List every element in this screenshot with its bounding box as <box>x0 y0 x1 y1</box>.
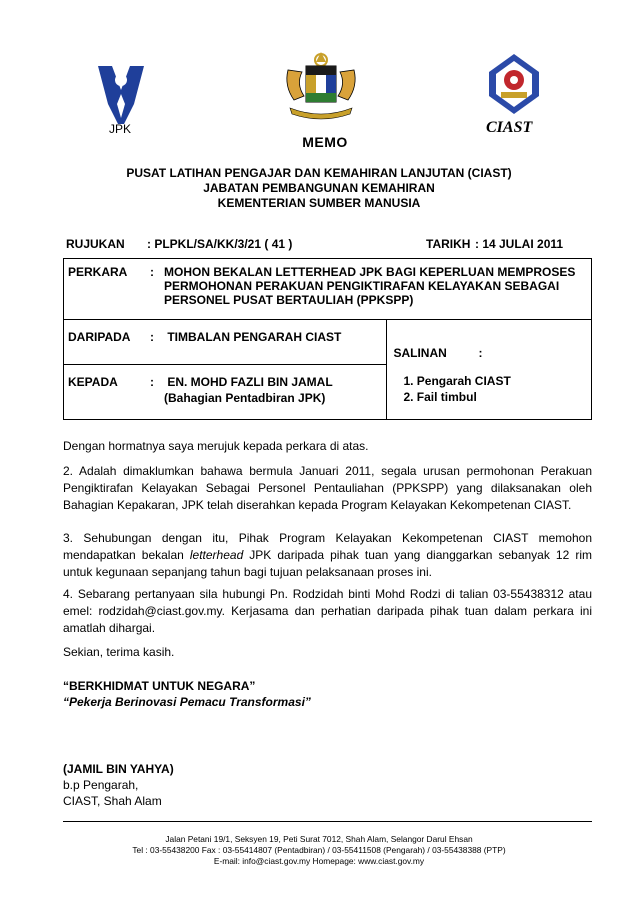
paragraph-3-pre: 3. Sehubungan dengan itu, Pihak Program Kelayakan Kekompetenan CIAST memohon mendapatkan bekalan <box>63 531 592 562</box>
paragraph-3-italic: letterhead <box>189 548 244 562</box>
org-line-2: JABATAN PEMBANGUNAN KEMAHIRAN <box>203 181 435 195</box>
salinan-label: SALINAN <box>393 346 447 360</box>
rujukan-value: : PLPKL/SA/KK/3/21 ( 41 ) <box>147 237 293 251</box>
paragraph-4: 4. Sebarang pertanyaan sila hubungi Pn. Rodzidah binti Mohd Rodzi di talian 03-55438312 atau emel: rodzidah@ciast.gov.my. Kerjasama dan perhatian daripada pihak tuan dalam perkara ini amatlah dihargai. <box>63 587 592 635</box>
footer-address: Jalan Petani 19/1, Seksyen 19, Peti Surat 7012, Shah Alam, Selangor Darul Ehsan <box>165 834 473 844</box>
paragraph-3-post: JPK daripada pihak tuan yang dianggarkan sebanyak 12 rim untuk kegunaan sepanjang tahun bagi tujuan pelaksanaan proses ini. <box>63 548 592 579</box>
tarikh-value: : 14 JULAI 2011 <box>475 237 564 251</box>
footer-phone: Tel : 03-55438200 Fax : 03-55414807 (Pentadbiran) / 03-55411508 (Pengarah) / 03-55438388 (PTP) <box>132 845 506 855</box>
perkara-line-3: PERSONEL PUSAT BERTAULIAH (PPKSPP) <box>164 293 414 307</box>
kepada-line-2: (Bahagian Pentadbiran JPK) <box>164 391 326 405</box>
rujukan-label: RUJUKAN <box>66 237 125 251</box>
greeting: Dengan hormatnya saya merujuk kepada perkara di atas. <box>63 439 369 453</box>
closing: Sekian, terima kasih. <box>63 645 175 659</box>
org-line-3: KEMENTERIAN SUMBER MANUSIA <box>217 196 421 210</box>
daripada-value: TIMBALAN PENGARAH CIAST <box>167 330 342 344</box>
kepada-line-1: EN. MOHD FAZLI BIN JAMAL <box>167 375 333 389</box>
footer-contact: E-mail: info@ciast.gov.my Homepage: www.ciast.gov.my <box>213 856 425 866</box>
salinan-item-2: 2. Fail timbul <box>403 390 477 404</box>
signature-line-3: CIAST, Shah Alam <box>63 794 162 808</box>
paragraph-2: 2. Adalah dimaklumkan bahawa bermula Januari 2011, segala urusan permohonan Perakuan Pengiktirafan Kelayakan Sebagai Personel Pentauliahan (PPKSPP) yang dilaksanakan oleh Bahagian Kepakaran, JPK telah diserahkan kepada Program Kelayakan Kekompetenan CIAST. <box>63 464 592 512</box>
motto-line-1: “BERKHIDMAT UNTUK NEGARA” <box>63 679 256 693</box>
perkara-row: PERKARA : MOHON BEKALAN LETTERHEAD JPK BAGI KEPERLUAN MEMPROSES PERMOHONAN PERAKUAN PENGIKTIRAFAN KELAYAKAN SEBAGAI PERSONEL PUSAT BERTAULIAH (PPKSPP) <box>68 265 576 307</box>
memo-title: MEMO <box>302 134 348 150</box>
paragraph-3 <box>63 530 592 581</box>
salinan-cell: SALINAN : 1. Pengarah CIAST 2. Fail timbul <box>393 346 511 404</box>
perkara-label: PERKARA <box>68 265 128 279</box>
kepada-row: KEPADA : EN. MOHD FAZLI BIN JAMAL (Bahagian Pentadbiran JPK) <box>68 375 333 405</box>
signature-line-2: b.p Pengarah, <box>63 778 139 792</box>
perkara-line-2: PERMOHONAN PERAKUAN PENGIKTIRAFAN KELAYAKAN SEBAGAI <box>164 279 560 293</box>
ciast-label: CIAST <box>486 119 533 136</box>
perkara-line-1: MOHON BEKALAN LETTERHEAD JPK BAGI KEPERLUAN MEMPROSES <box>164 265 576 279</box>
daripada-row: DARIPADA : TIMBALAN PENGARAH CIAST <box>68 330 342 344</box>
signature-name: (JAMIL BIN YAHYA) <box>63 762 174 776</box>
kepada-label: KEPADA <box>68 375 118 389</box>
jpk-logo <box>94 60 148 126</box>
daripada-label: DARIPADA <box>68 330 131 344</box>
jpk-label: JPK <box>109 122 132 136</box>
footer-divider <box>63 821 592 822</box>
ciast-logo <box>487 52 541 116</box>
salinan-item-1: 1. Pengarah CIAST <box>403 374 511 388</box>
org-line-1: PUSAT LATIHAN PENGAJAR DAN KEMAHIRAN LANJUTAN (CIAST) <box>126 166 512 180</box>
tarikh-label: TARIKH <box>426 237 471 251</box>
motto-line-2: “Pekerja Berinovasi Pemacu Transformasi” <box>63 695 311 709</box>
memo-header-table <box>63 258 592 420</box>
malaysia-crest-logo <box>282 50 360 122</box>
